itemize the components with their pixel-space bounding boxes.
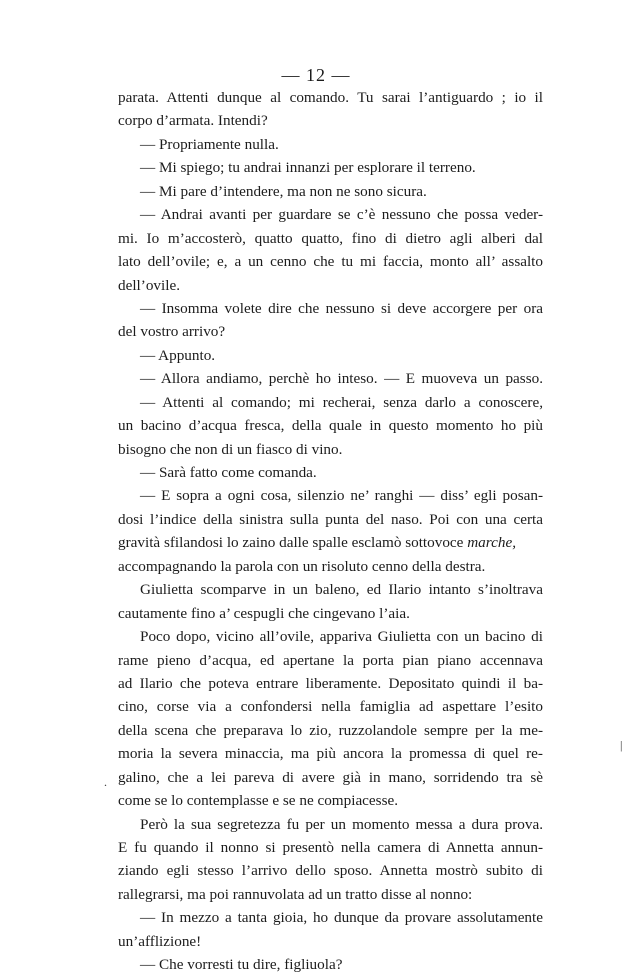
text-line-content: Poco dopo, vicino all’ovile, appariva Giulietta con un bacino di [140, 628, 543, 646]
text-line [118, 649, 543, 672]
text-line [118, 203, 543, 226]
text-line [118, 180, 543, 203]
text-line-content: — Che vorresti tu dire, figliuola? [140, 956, 343, 974]
text-line [118, 719, 543, 742]
text-line-content: Però la sua segretezza fu per un momento messa a dura prova. [140, 815, 543, 833]
text-line [118, 531, 543, 554]
text-line-content: cino, corse via a confondersi nella famiglia ad aspettare l’esito [118, 698, 543, 716]
text-line [118, 367, 543, 390]
text-line [118, 133, 543, 156]
page-number: — 12 — [281, 65, 351, 85]
text-line [118, 625, 543, 648]
text-line-content: — In mezzo a tanta gioia, ho dunque da provare assolutamente [140, 909, 543, 927]
text-line-content: — Allora andiamo, perchè ho inteso. — E muoveva un passo. [140, 370, 543, 388]
italic-word: marche, [467, 534, 516, 552]
margin-mark: . [104, 775, 107, 789]
text-line [118, 766, 543, 789]
text-line [118, 297, 543, 320]
text-line [118, 227, 543, 250]
text-line [118, 250, 543, 273]
text-line-content: dell’ovile. [118, 276, 180, 294]
text-line-content: dosi l’indice della sinistra sulla punta del naso. Poi con una certa [118, 510, 543, 528]
text-line [118, 672, 543, 695]
text-line [118, 555, 543, 578]
text-line [118, 274, 543, 297]
text-line-content: parata. Attenti dunque al comando. Tu sarai l’antiguardo ; io il [118, 89, 543, 106]
text-line-content: gravità sfilandosi lo zaino dalle spalle esclamò sottovoce [118, 534, 468, 552]
text-line-content: bisogno che non di un fiasco di vino. [118, 440, 343, 458]
text-line-content: un bacino d’acqua fresca, della quale in questo momento ho più [118, 417, 543, 435]
text-line [118, 836, 543, 859]
text-line [118, 508, 543, 531]
text-line-content: — Propriamente nulla. [140, 135, 279, 153]
text-line [118, 695, 543, 718]
text-line-content: Giulietta scomparve in un baleno, ed Ilario intanto s’inoltrava [140, 581, 543, 599]
text-line-content: corpo d’armata. Intendi? [118, 112, 268, 130]
text-line-content: — Mi pare d’intendere, ma non ne sono sicura. [140, 182, 427, 200]
text-line [118, 156, 543, 179]
text-line [118, 484, 543, 507]
text-line-content: lato dell’ovile; e, a un cenno che tu mi faccia, monto all’ assalto [118, 253, 543, 271]
text-line-content: — Mi spiego; tu andrai innanzi per esplorare il terreno. [140, 159, 476, 177]
text-line [118, 391, 543, 414]
text-line-content: — Andrai avanti per guardare se c’è nessuno che possa veder- [140, 206, 543, 224]
text-line-content: — Insomma volete dire che nessuno si deve accorgere per ora [140, 299, 543, 317]
text-line [118, 742, 543, 765]
margin-mark: | [620, 738, 623, 752]
text-line [118, 461, 543, 484]
text-line-content: ziando egli stesso l’arrivo dello sposo. Annetta mostrò subito di [118, 862, 543, 880]
text-line-content: — Sarà fatto come comanda. [140, 464, 317, 481]
text-line-content: del vostro arrivo? [118, 323, 226, 341]
text-line [118, 813, 543, 836]
text-line-content: ad Ilario che poteva entrare liberamente. Depositato quindi il ba- [118, 674, 543, 692]
text-line [118, 414, 543, 437]
text-line-content: moria la severa minaccia, ma più ancora la promessa di quel re- [118, 745, 543, 763]
text-line [118, 789, 543, 812]
text-line-content: — E sopra a ogni cosa, silenzio ne’ ranghi — diss’ egli posan- [140, 487, 543, 505]
text-line-content: cautamente fino a’ cespugli che cingevano l’aia. [118, 604, 410, 622]
text-line-content: E fu quando il nonno si presentò nella camera di Annetta annun- [118, 839, 543, 856]
text-line [118, 906, 543, 929]
text-line [118, 602, 543, 625]
text-line [118, 320, 543, 343]
text-line-content: — Appunto. [140, 346, 216, 364]
text-line [118, 438, 543, 461]
text-line-content: come se lo contemplasse e se ne compiacesse. [118, 792, 399, 810]
text-line-content: accompagnando la parola con un risoluto cenno della destra. [118, 557, 486, 575]
text-line [118, 344, 543, 367]
text-line-content: un’afflizione! [118, 932, 202, 950]
text-line-content: galino, che a lei pareva di avere già in mano, sorridendo tra sè [118, 768, 543, 786]
text-line [118, 883, 543, 906]
text-line-content: rame pieno d’acqua, ed apertane la porta pian piano accennava [118, 651, 543, 669]
text-line [118, 86, 543, 109]
text-line [118, 109, 543, 132]
text-line-content: della scena che preparava lo zio, ruzzolandole sempre per la me- [118, 721, 543, 739]
text-line [118, 930, 543, 953]
text-line-content: mi. Io m’accosterò, quatto quatto, fino di dietro agli alberi dal [118, 229, 543, 247]
text-line [118, 578, 543, 601]
text-line-content: rallegrarsi, ma poi rannuvolata ad un tratto disse al nonno: [118, 885, 473, 903]
text-line [118, 859, 543, 882]
body-text [118, 86, 543, 977]
text-line-content: — Attenti al comando; mi recherai, senza darlo a conoscere, [140, 393, 543, 411]
text-line [118, 953, 543, 976]
